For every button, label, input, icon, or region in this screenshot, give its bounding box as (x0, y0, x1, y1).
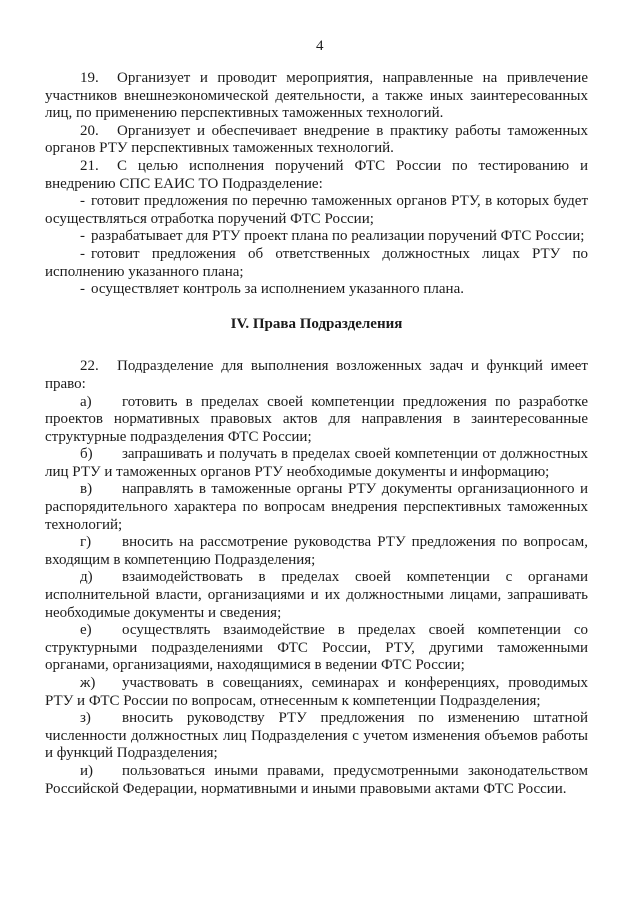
dash-marker: - (80, 193, 85, 210)
bullet-item-1 (45, 193, 588, 228)
item-text: Организует и проводит мероприятия, направленные на привлечение участников внешнеэкономической деятельности, а также иных заинтересованных лиц, по применению перспективных таможенных технологий. (45, 70, 588, 122)
item-text: готовит предложения по перечню таможенных органов РТУ, в которых будет осуществляться отработка поручений ФТС России; (45, 193, 588, 227)
letter-marker: и) (80, 762, 94, 779)
dash-marker: - (80, 281, 85, 298)
letter-marker: а) (80, 393, 92, 410)
item-text: вносить руководству РТУ предложения по изменению штатной численности должностных лиц Подразделения с учетом изменения объемов работы и функций Подразделения; (45, 710, 588, 762)
bullet-item-4 (45, 281, 588, 299)
item-text: пользоваться иными правами, предусмотренными законодательством Российской Федерации, нормативными и иными правовыми актами ФТС России. (45, 762, 588, 797)
paragraph-22 (45, 358, 588, 393)
item-i (45, 763, 588, 798)
letter-marker: в) (80, 481, 93, 498)
item-text: Организует и обеспечивает внедрение в практику работы таможенных органов РТУ перспективных таможенных технологий. (45, 122, 588, 157)
item-zh (45, 675, 588, 710)
letter-marker: з) (80, 710, 91, 727)
letter-marker: д) (80, 569, 93, 586)
letter-marker: ж) (80, 675, 96, 691)
letter-marker: г) (80, 534, 92, 551)
item-e (45, 622, 588, 675)
document-content (45, 70, 588, 798)
bullet-item-2 (45, 228, 588, 246)
item-text: разрабатывает для РТУ проект плана по реализации поручений ФТС России; (91, 228, 585, 245)
item-marker: 20. (80, 122, 99, 139)
item-z (45, 710, 588, 763)
item-d (45, 569, 588, 622)
item-a (45, 394, 588, 447)
paragraph-21 (45, 158, 588, 193)
item-b (45, 446, 588, 481)
item-text: участвовать в совещаниях, семинарах и конференциях, проводимых РТУ и ФТС России по вопросам, отнесенным к компетенции Подразделения; (45, 675, 588, 709)
item-text: С целью исполнения поручений ФТС России по тестированию и внедрению СПС ЕАИС ТО Подразделение: (45, 157, 588, 192)
item-text: взаимодействовать в пределах своей компетенции с органами исполнительной власти, организациями и их должностными лицами, запрашивать необходимые документы и сведения; (45, 569, 588, 621)
dash-marker: - (80, 245, 85, 262)
section-heading: IV. Права Подразделения (230, 315, 403, 332)
item-text: запрашивать и получать в пределах своей компетенции от должностных лиц РТУ и таможенных органов РТУ необходимые документы и информацию; (45, 446, 588, 480)
letter-marker: е) (80, 622, 92, 639)
item-text: вносить на рассмотрение руководства РТУ предложения по вопросам, входящим в компетенцию Подразделения; (45, 534, 588, 568)
dash-marker: - (80, 228, 85, 245)
item-text: готовит предложения об ответственных должностных лицах РТУ по исполнению указанного плана; (45, 245, 588, 280)
bullet-item-3 (45, 246, 588, 281)
item-text: осуществлять взаимодействие в пределах своей компетенции со структурными подразделениями ФТС России, РТУ, другими таможенными органами, организациями, находящимися в ведении ФТС России; (45, 622, 588, 674)
item-marker: 22. (80, 358, 99, 375)
item-marker: 19. (80, 70, 99, 86)
paragraph-19 (45, 70, 588, 123)
item-text: направлять в таможенные органы РТУ документы организационного и распорядительного характера по вопросам внедрения перспективных таможенных технологий; (45, 481, 588, 533)
item-text: осуществляет контроль за исполнением указанного плана. (91, 281, 464, 298)
item-text: Подразделение для выполнения возложенных задач и функций имеет право: (45, 358, 588, 392)
item-marker: 21. (80, 157, 99, 174)
paragraph-20 (45, 123, 588, 158)
item-text: готовить в пределах своей компетенции предложения по разработке проектов нормативных правовых актов для направления в заинтересованные структурные подразделения ФТС России; (45, 393, 588, 445)
item-g (45, 534, 588, 569)
letter-marker: б) (80, 446, 93, 463)
page-number: 4 (316, 38, 324, 54)
item-v (45, 481, 588, 534)
